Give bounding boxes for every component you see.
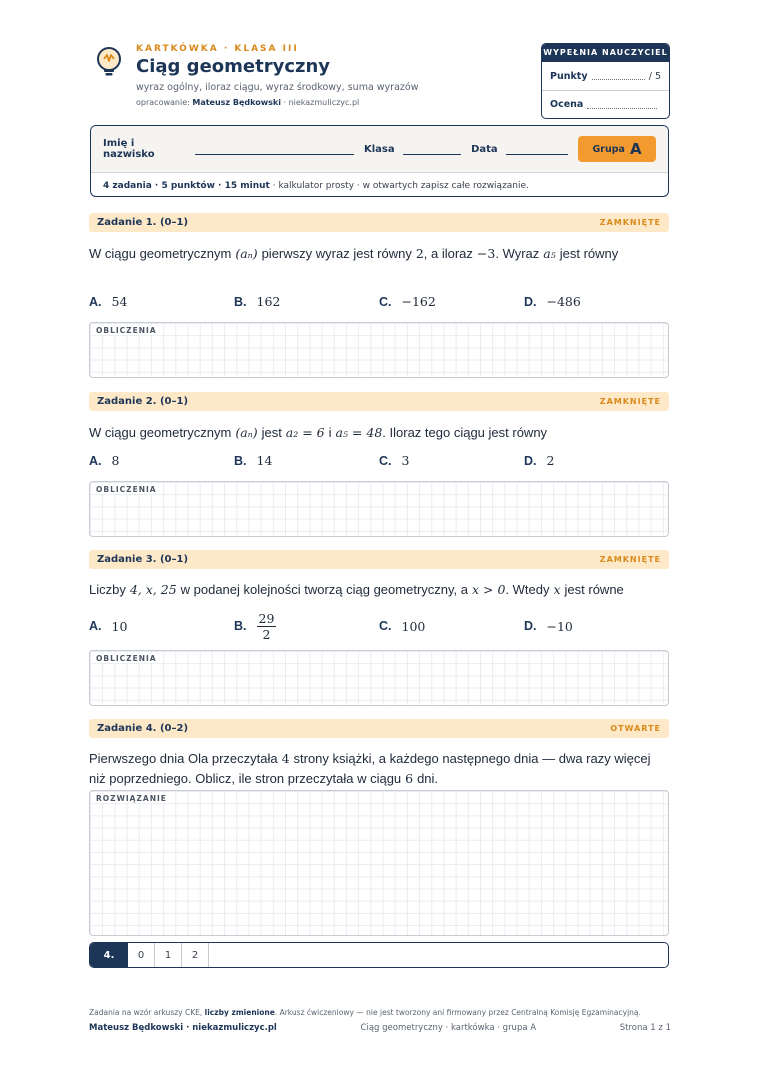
answer-option[interactable]: D. −10 <box>524 618 573 634</box>
date-label: Data <box>471 143 498 155</box>
points-label: Punkty <box>550 70 588 82</box>
byline-suffix: · niekazmuliczyc.pl <box>283 98 360 107</box>
task-2-workspace[interactable] <box>89 481 669 537</box>
answer-option[interactable]: C. −162 <box>379 294 436 309</box>
answer-option[interactable]: B. 162 <box>234 294 281 309</box>
date-field[interactable] <box>506 143 568 155</box>
name-field[interactable] <box>195 143 354 155</box>
answer-option[interactable]: B. $\frac{29}{2}$ <box>234 610 275 642</box>
student-info-box <box>90 125 669 197</box>
footer-disclaimer: Zadania na wzór arkuszy CKE, liczby zmienione. Arkusz ćwiczeniowy — nie jest tworzony ani firmowany przez Centralną Komisję Egzaminacyjną. <box>89 1008 641 1017</box>
score-task-number: 4. <box>90 943 128 967</box>
task-4-header <box>89 719 669 738</box>
task-4-type: OTWARTE <box>610 724 661 733</box>
group-letter: A <box>629 140 642 158</box>
footer-bar <box>89 1023 671 1033</box>
class-field[interactable] <box>403 143 461 155</box>
author-name: Mateusz Będkowski <box>192 98 281 107</box>
test-info-summary: 4 zadania · 5 punktów · 15 minut <box>103 180 270 191</box>
task-3-label: Zadanie 3. (0–1) <box>97 554 189 565</box>
grade-dotted-line <box>587 101 657 109</box>
answer-option[interactable]: D. 2 <box>524 453 555 468</box>
task-3-answers <box>89 606 669 646</box>
points-field[interactable] <box>542 62 669 90</box>
answer-option[interactable]: A. 54 <box>89 294 128 309</box>
answer-option[interactable]: C. 100 <box>379 618 426 634</box>
task-4-question: Pierwszego dnia Ola przeczytała 4 strony książki, a każdego następnego dnia — dwa razy więcej niż poprzedniego. Oblicz, ile stron przeczytała w ciągu 6 dni. <box>89 751 651 786</box>
task-4-score-box <box>89 942 669 968</box>
answer-option[interactable]: A. 8 <box>89 453 120 468</box>
footer-title: Ciąg geometryczny · kartkówka · grupa A <box>360 1023 537 1033</box>
workspace-label: ROZWIĄZANIE <box>96 794 170 803</box>
group-label: Grupa <box>592 143 625 155</box>
task-3-workspace[interactable] <box>89 650 669 706</box>
byline-prefix: opracowanie: <box>136 98 190 107</box>
name-label: Imię i nazwisko <box>103 138 155 160</box>
workspace-label: OBLICZENIA <box>96 485 160 494</box>
task-1-question: W ciągu geometrycznym (aₙ) pierwszy wyraz jest równy 2, a iloraz −3. Wyraz a₅ jest równy <box>89 246 619 261</box>
score-option[interactable]: 2 <box>182 943 209 967</box>
test-info-rules: · kalkulator prosty · w otwartych zapisz całe rozwiązanie. <box>272 180 529 191</box>
task-3-type: ZAMKNIĘTE <box>599 555 661 564</box>
task-2-type: ZAMKNIĘTE <box>599 397 661 406</box>
score-option[interactable]: 0 <box>128 943 155 967</box>
byline <box>136 98 359 107</box>
page-subtitle: wyraz ogólny, iloraz ciągu, wyraz środkowy, suma wyrazów <box>136 82 419 93</box>
grade-label: Ocena <box>550 99 584 110</box>
task-3-header <box>89 550 669 569</box>
test-info <box>91 172 668 197</box>
answer-option[interactable]: C. 3 <box>379 453 410 468</box>
task-1-header <box>89 213 669 232</box>
task-2-header <box>89 392 669 411</box>
answer-option[interactable]: D. −486 <box>524 294 581 309</box>
task-2-label: Zadanie 2. (0–1) <box>97 396 189 407</box>
lightbulb-icon <box>92 44 126 78</box>
fraction: $\frac{29}{2}$ <box>258 610 275 642</box>
page-title: Ciąg geometryczny <box>136 56 331 77</box>
task-2-question: W ciągu geometrycznym (aₙ) jest a₂ = 6 i a₅ = 48. Iloraz tego ciągu jest równy <box>89 425 548 440</box>
task-4-label: Zadanie 4. (0–2) <box>97 723 189 734</box>
footer-author: Mateusz Będkowski · niekazmuliczyc.pl <box>89 1023 277 1033</box>
answer-option[interactable]: B. 14 <box>234 453 273 468</box>
footer-page: Strona 1 z 1 <box>619 1023 671 1033</box>
teacher-box <box>541 43 670 119</box>
points-max: / 5 <box>648 70 661 82</box>
points-dotted-line <box>592 72 645 80</box>
group-badge <box>578 136 656 162</box>
task-3-question: Liczby 4, x, 25 w podanej kolejności tworzą ciąg geometryczny, a x > 0. Wtedy x jest równe <box>89 582 624 597</box>
worksheet-kicker: KARTKÓWKA · KLASA III <box>136 44 299 54</box>
task-2-answers <box>89 453 669 468</box>
task-1-workspace[interactable] <box>89 322 669 378</box>
class-label: Klasa <box>363 143 395 155</box>
task-4-workspace[interactable] <box>89 790 669 936</box>
grade-field[interactable] <box>542 90 669 118</box>
task-1-type: ZAMKNIĘTE <box>599 218 661 227</box>
task-1-label: Zadanie 1. (0–1) <box>97 217 189 228</box>
teacher-box-title: WYPEŁNIA NAUCZYCIEL <box>542 44 669 62</box>
workspace-label: OBLICZENIA <box>96 654 160 663</box>
task-1-answers <box>89 294 669 309</box>
workspace-label: OBLICZENIA <box>96 326 160 335</box>
answer-option[interactable]: A. 10 <box>89 618 128 634</box>
score-option[interactable]: 1 <box>155 943 182 967</box>
